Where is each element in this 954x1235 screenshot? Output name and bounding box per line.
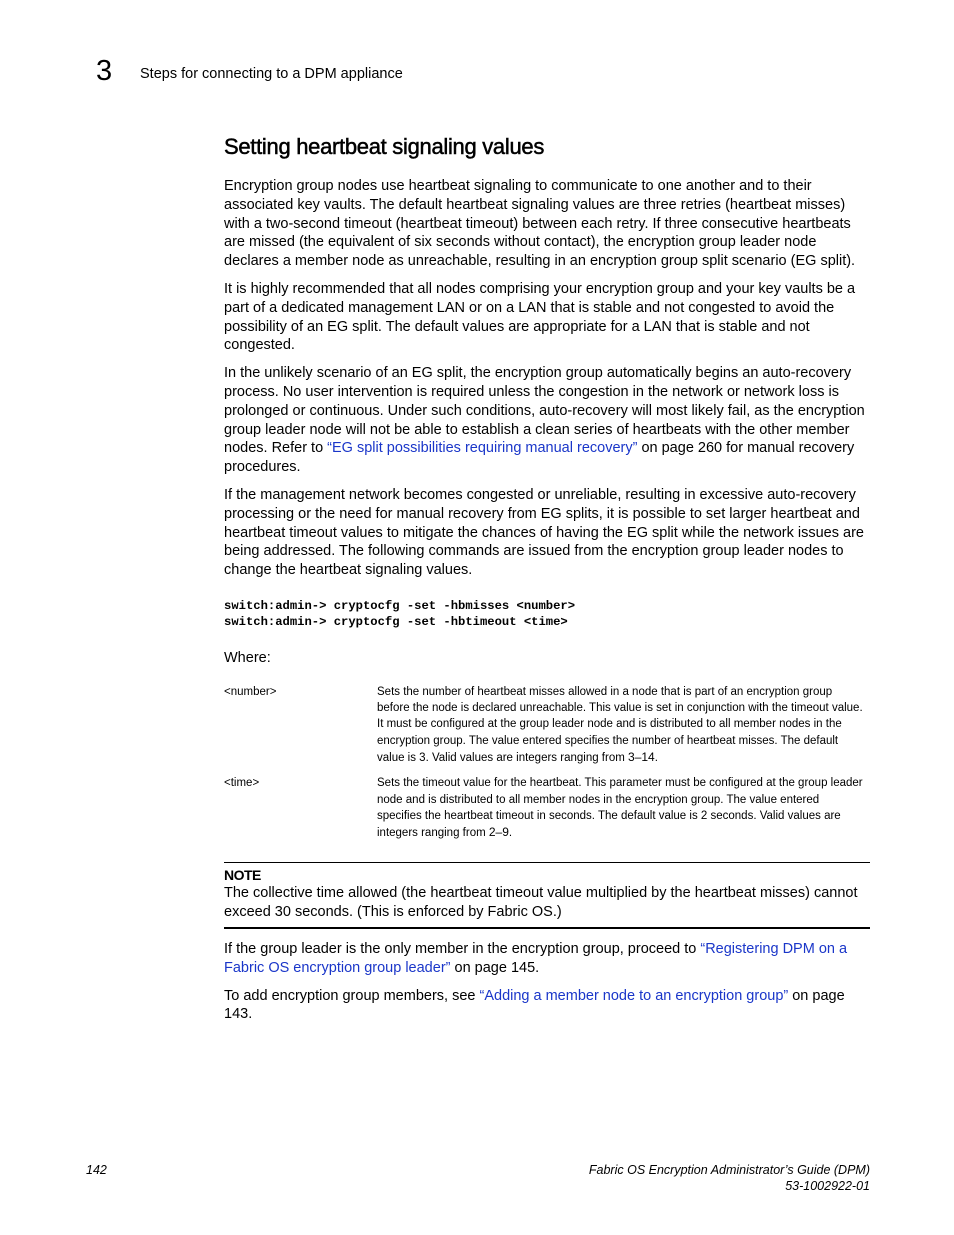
chapter-number: 3 bbox=[96, 55, 113, 87]
doc-number: 53-1002922-01 bbox=[785, 1179, 870, 1193]
adding-member-node-link[interactable]: “Adding a member node to an encryption group” bbox=[479, 987, 789, 1004]
parameter-term: <time> bbox=[224, 777, 260, 790]
page-number: 142 bbox=[86, 1163, 107, 1177]
parameter-range: 2–9 bbox=[488, 825, 509, 840]
parameter-list bbox=[224, 684, 870, 842]
paragraph-text: To add encryption group members, see bbox=[224, 987, 480, 1004]
note-text: The collective time allowed (the heartbeat timeout value multiplied by the heartbeat misses) cannot exceed 30 seconds. (This is enforced by Fabric OS.) bbox=[224, 885, 858, 921]
parameter-end: . bbox=[508, 827, 513, 840]
command-line-hbmisses: switch:admin-> cryptocfg -set -hbmisses <number> bbox=[224, 598, 576, 613]
parameter-text: Sets the number of heartbeat misses allowed in a node that is part of an encryption group before the node is declared unreachable. This value is set in conjunction with the timeout value. It must be configured at the group leader node and is distributed to all member nodes in the encryption group. The value entered specifies the number of heartbeat misses. The default value is 3. Valid values are integers ranging from bbox=[377, 685, 863, 764]
paragraph-proceed bbox=[224, 940, 870, 978]
section-title: Setting heartbeat signaling values bbox=[224, 134, 545, 159]
parameter-text: Sets the timeout value for the heartbeat. This parameter must be configured at the group leader node and is distributed to all member nodes in the encryption group. The value entered specifies the heartbeat timeout in seconds. The default value is 2 seconds. Valid values are integers ranging from bbox=[377, 777, 863, 840]
paragraph-commands-intro: If the management network becomes congested or unreliable, resulting in excessive auto-recovery processing or the need for manual recovery from EG splits, it is possible to set larger heartbeat and heartbeat timeout values to mitigate the chances of having the EG split while the network issues are being addressed. The following commands are issued from the encryption group leader nodes to change the heartbeat signaling values. bbox=[224, 486, 864, 579]
paragraph-recommendation: It is highly recommended that all nodes comprising your encryption group and your key vaults be a part of a dedicated management LAN or on a LAN that is stable and not congested to avoid the possibility of an EG split. The default values are appropriate for a LAN that is stable and not congested. bbox=[224, 280, 856, 354]
paragraph-text: on page 260 for manual recovery procedures. bbox=[224, 440, 855, 476]
paragraph-text: If the group leader is the only member in the encryption group, proceed to bbox=[224, 941, 701, 957]
parameter-end: . bbox=[654, 751, 658, 764]
chapter-title: Steps for connecting to a DPM appliance bbox=[140, 66, 403, 82]
parameter-range: 3–14 bbox=[628, 749, 655, 764]
paragraph-text: on page 145. bbox=[450, 959, 540, 976]
command-block bbox=[224, 598, 870, 630]
paragraph-intro: Encryption group nodes use heartbeat signaling to communicate to one another and to their associated key vaults. The default heartbeat signaling values are three retries (heartbeat misses) with a two-second timeout (heartbeat timeout) between each retry. If three consecutive heartbeats are missed (the equivalent of six seconds without contact), the encryption group leader node declares a member node as unreachable, resulting in an encryption group split scenario (EG split). bbox=[224, 178, 856, 270]
note-label: NOTE bbox=[224, 867, 261, 884]
note-box bbox=[224, 862, 870, 929]
parameter-description bbox=[377, 775, 867, 841]
parameter-description bbox=[377, 684, 867, 766]
parameter-term: <number> bbox=[224, 685, 277, 698]
eg-split-manual-recovery-link[interactable]: “EG split possibilities requiring manual recovery” bbox=[327, 440, 638, 457]
parameter-time bbox=[224, 775, 870, 841]
footer-info bbox=[589, 1162, 870, 1194]
paragraph-text: on page 143. bbox=[224, 987, 845, 1023]
guide-title: Fabric OS Encryption Administrator’s Guide (DPM) bbox=[588, 1163, 870, 1177]
page-content bbox=[224, 132, 870, 1033]
paragraph-add-members bbox=[224, 987, 870, 1025]
command-line-hbtimeout: switch:admin-> cryptocfg -set -hbtimeout <time> bbox=[224, 614, 568, 629]
paragraph-text: In the unlikely scenario of an EG split, the encryption group automatically begins an auto-recovery process. No user intervention is required unless the congestion in the network or network loss is prolonged or continuous. Under such conditions, auto-recovery will most likely fail, as the encryption group leader node will not be able to establish a clean series of heartbeats with the other member nodes. Refer to bbox=[224, 365, 865, 457]
paragraph-auto-recovery bbox=[224, 364, 870, 477]
parameter-number bbox=[224, 684, 870, 766]
registering-dpm-link[interactable]: “Registering DPM on a Fabric OS encryption group leader” bbox=[224, 941, 848, 976]
where-label: Where: bbox=[224, 649, 271, 666]
